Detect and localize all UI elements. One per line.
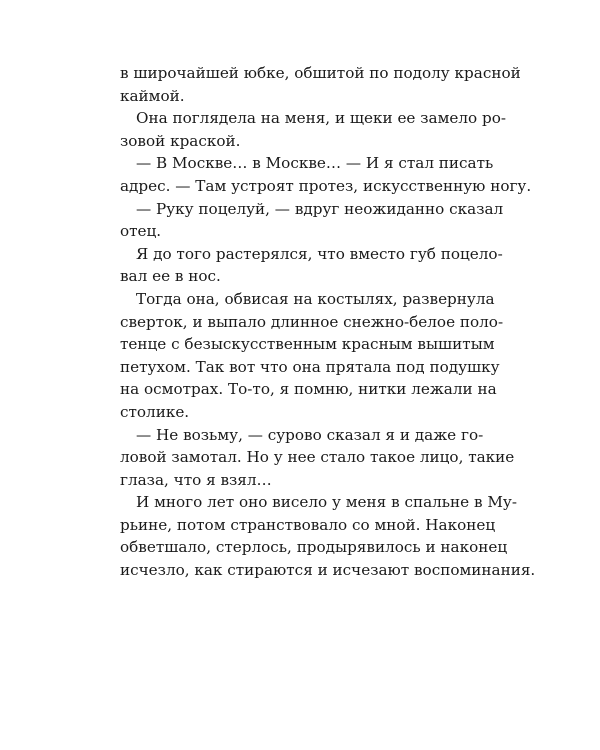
text-line: исчезло, как стираются и исчезают воспоминания. bbox=[120, 561, 536, 580]
text-line: сверток, и выпало длинное снежно-белое поло- bbox=[120, 312, 504, 331]
paragraph bbox=[120, 62, 521, 107]
paragraph bbox=[120, 288, 504, 424]
book-page bbox=[120, 62, 536, 582]
text-line: Тогда она, обвисая на костылях, развернула bbox=[136, 289, 495, 308]
paragraph bbox=[120, 243, 503, 288]
text-line: каймой. bbox=[120, 86, 185, 105]
text-line: тенце с безыскусственным красным вышитым bbox=[120, 335, 495, 354]
text-line: — В Москве… в Москве… — И я стал писать bbox=[136, 154, 494, 173]
text-line: зовой краской. bbox=[120, 131, 241, 150]
text-line: Я до того растерялся, что вместо губ поцело- bbox=[136, 244, 503, 263]
text-line: петухом. Так вот что она прятала под подушку bbox=[120, 357, 500, 376]
text-line: Она поглядела на меня, и щеки ее замело ро- bbox=[136, 109, 507, 128]
text-line: — Руку поцелуй, — вдруг неожиданно сказал bbox=[136, 199, 504, 218]
text-line: столике. bbox=[120, 402, 190, 421]
paragraph bbox=[120, 152, 532, 197]
text-line: отец. bbox=[120, 222, 162, 241]
text-line: — Не возьму, — сурово сказал я и даже го- bbox=[136, 425, 484, 444]
paragraph bbox=[120, 198, 504, 243]
text-line: глаза, что я взял… bbox=[120, 470, 272, 489]
text-line: рьине, потом странствовало со мной. Наконец bbox=[120, 515, 496, 534]
text-line: вал ее в нос. bbox=[120, 267, 221, 286]
paragraph bbox=[120, 107, 507, 152]
paragraph bbox=[120, 491, 536, 581]
paragraph bbox=[120, 424, 515, 492]
text-line: в широчайшей юбке, обшитой по подолу красной bbox=[120, 64, 521, 82]
text-line: на осмотрах. То-то, я помню, нитки лежали на bbox=[120, 380, 497, 399]
text-line: И много лет оно висело у меня в спальне в Му- bbox=[136, 493, 517, 512]
text-line: ловой замотал. Но у нее стало такое лицо, такие bbox=[120, 448, 515, 467]
text-line: обветшало, стерлось, продырявилось и наконец bbox=[120, 538, 508, 557]
text-line: адрес. — Там устроят протез, искусственную ногу. bbox=[120, 176, 532, 195]
